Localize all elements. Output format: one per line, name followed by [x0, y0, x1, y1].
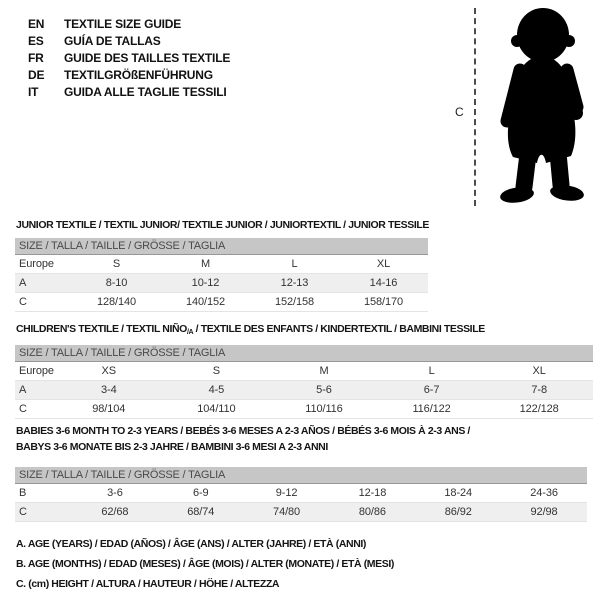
row-label: Europe [19, 258, 54, 270]
cell: 140/152 [185, 296, 226, 308]
cell: S [112, 258, 121, 270]
cell: 80/86 [358, 506, 386, 518]
junior-size-header-bar [15, 238, 428, 255]
table-row [15, 255, 428, 274]
lang-title: GUÍA DE TALLAS [64, 34, 161, 48]
cell: 9-12 [275, 487, 298, 499]
cell: 62/68 [101, 506, 129, 518]
baby-silhouette-icon [478, 4, 600, 208]
cell: XS [101, 365, 117, 377]
lang-code: DE [28, 68, 45, 82]
cell: 152/158 [274, 296, 315, 308]
cell: S [212, 365, 221, 377]
table-row [15, 274, 428, 293]
footnote-age-years: A. AGE (YEARS) / EDAD (AÑOS) / ÂGE (ANS) / ALTER (JAHRE) / ETÀ (ANNI) [16, 538, 367, 550]
cell: 74/80 [273, 506, 301, 518]
cell: 5-6 [316, 384, 332, 396]
cell: 6-7 [423, 384, 440, 396]
lang-row-en [28, 16, 230, 33]
cell: 128/140 [96, 296, 137, 308]
cell: 158/170 [363, 296, 404, 308]
babies-table [15, 467, 587, 522]
cell: M [319, 365, 329, 377]
cell: 116/122 [412, 403, 451, 415]
lang-title: GUIDA ALLE TAGLIE TESSILI [64, 85, 227, 99]
lang-title: TEXTILE SIZE GUIDE [64, 17, 182, 31]
lang-title: TEXTILGRÖßENFÜHRUNG [64, 68, 213, 82]
cell: L [428, 365, 435, 377]
table-row [15, 362, 593, 381]
cell: XL [376, 258, 391, 270]
size-header-text: SIZE / TALLA / TAILLE / GRÖSSE / TAGLIA [19, 240, 226, 252]
row-label: C [19, 403, 27, 415]
lang-code: ES [28, 34, 44, 48]
lang-row-it [28, 84, 230, 101]
table-row [15, 400, 593, 419]
lang-code: IT [28, 85, 39, 99]
cell: XL [532, 365, 546, 377]
children-title-prefix: CHILDREN'S TEXTILE / TEXTIL NIÑO [16, 323, 187, 335]
babies-title-line2: BABYS 3-6 MONATE BIS 2-3 JAHRE / BAMBINI 3-6 MESI A 2-3 ANNI [16, 441, 328, 453]
table-row [15, 381, 593, 400]
cell: 68/74 [187, 506, 215, 518]
junior-table-title: JUNIOR TEXTILE / TEXTIL JUNIOR/ TEXTILE JUNIOR / JUNIORTEXTIL / JUNIOR TESSILE [16, 219, 429, 231]
row-label: Europe [19, 365, 54, 377]
children-title-subscript: /A [186, 329, 194, 336]
babies-size-header-bar [15, 467, 587, 484]
cell: 7-8 [531, 384, 547, 396]
lang-code: EN [28, 17, 45, 31]
cell: 8-10 [105, 277, 128, 289]
size-header-text: SIZE / TALLA / TAILLE / GRÖSSE / TAGLIA [19, 469, 226, 481]
cell: 3-4 [100, 384, 117, 396]
cell: 12-18 [358, 487, 387, 499]
cell: 6-9 [192, 487, 209, 499]
children-table-title [16, 321, 485, 341]
lang-code: FR [28, 51, 44, 65]
cell: 98/104 [92, 403, 126, 415]
table-row [15, 503, 587, 522]
cell: 110/116 [305, 403, 343, 415]
height-measure-dashed-line [474, 8, 476, 206]
babies-table-title [16, 423, 470, 455]
legend-footnotes [16, 534, 394, 594]
cell: L [291, 258, 298, 270]
cell: 4-5 [208, 384, 225, 396]
lang-row-es [28, 33, 230, 50]
cell: 24-36 [530, 487, 558, 499]
size-header-text: SIZE / TALLA / TAILLE / GRÖSSE / TAGLIA [19, 347, 226, 359]
row-label: C [19, 296, 27, 308]
row-label: A [19, 384, 27, 396]
babies-title-line1: BABIES 3-6 MONTH TO 2-3 YEARS / BEBÉS 3-6 MESES A 2-3 AÑOS / BÉBÉS 3-6 MOIS À 2-3 ANS / [16, 425, 470, 437]
row-label: B [19, 487, 27, 499]
cell: 122/128 [519, 403, 559, 415]
height-measure-label: C [455, 105, 464, 119]
children-title-suffix: / TEXTILE DES ENFANTS / KINDERTEXTIL / BAMBINI TESSILE [193, 323, 485, 335]
footnote-age-months: B. AGE (MONTHS) / EDAD (MESES) / ÂGE (MOIS) / ALTER (MONATE) / ETÀ (MESI) [16, 558, 394, 570]
cell: 86/92 [444, 506, 472, 518]
cell: 92/98 [530, 506, 558, 518]
table-row [15, 293, 428, 312]
cell: 18-24 [444, 487, 473, 499]
language-title-list [28, 16, 230, 101]
lang-row-fr [28, 50, 230, 67]
lang-row-de [28, 67, 230, 84]
junior-table [15, 238, 428, 312]
cell: 14-16 [369, 277, 398, 289]
table-row [15, 484, 587, 503]
cell: 3-6 [107, 487, 123, 499]
cell: 104/110 [197, 403, 236, 415]
lang-title: GUIDE DES TAILLES TEXTILE [64, 51, 231, 65]
children-table [15, 345, 593, 419]
cell: M [200, 258, 211, 270]
row-label: A [19, 277, 27, 289]
row-label: C [19, 506, 27, 518]
footnote-height-cm: C. (cm) HEIGHT / ALTURA / HAUTEUR / HÖHE / ALTEZZA [16, 578, 280, 590]
cell: 12-13 [280, 277, 309, 289]
cell: 10-12 [191, 277, 220, 289]
children-size-header-bar [15, 345, 593, 362]
